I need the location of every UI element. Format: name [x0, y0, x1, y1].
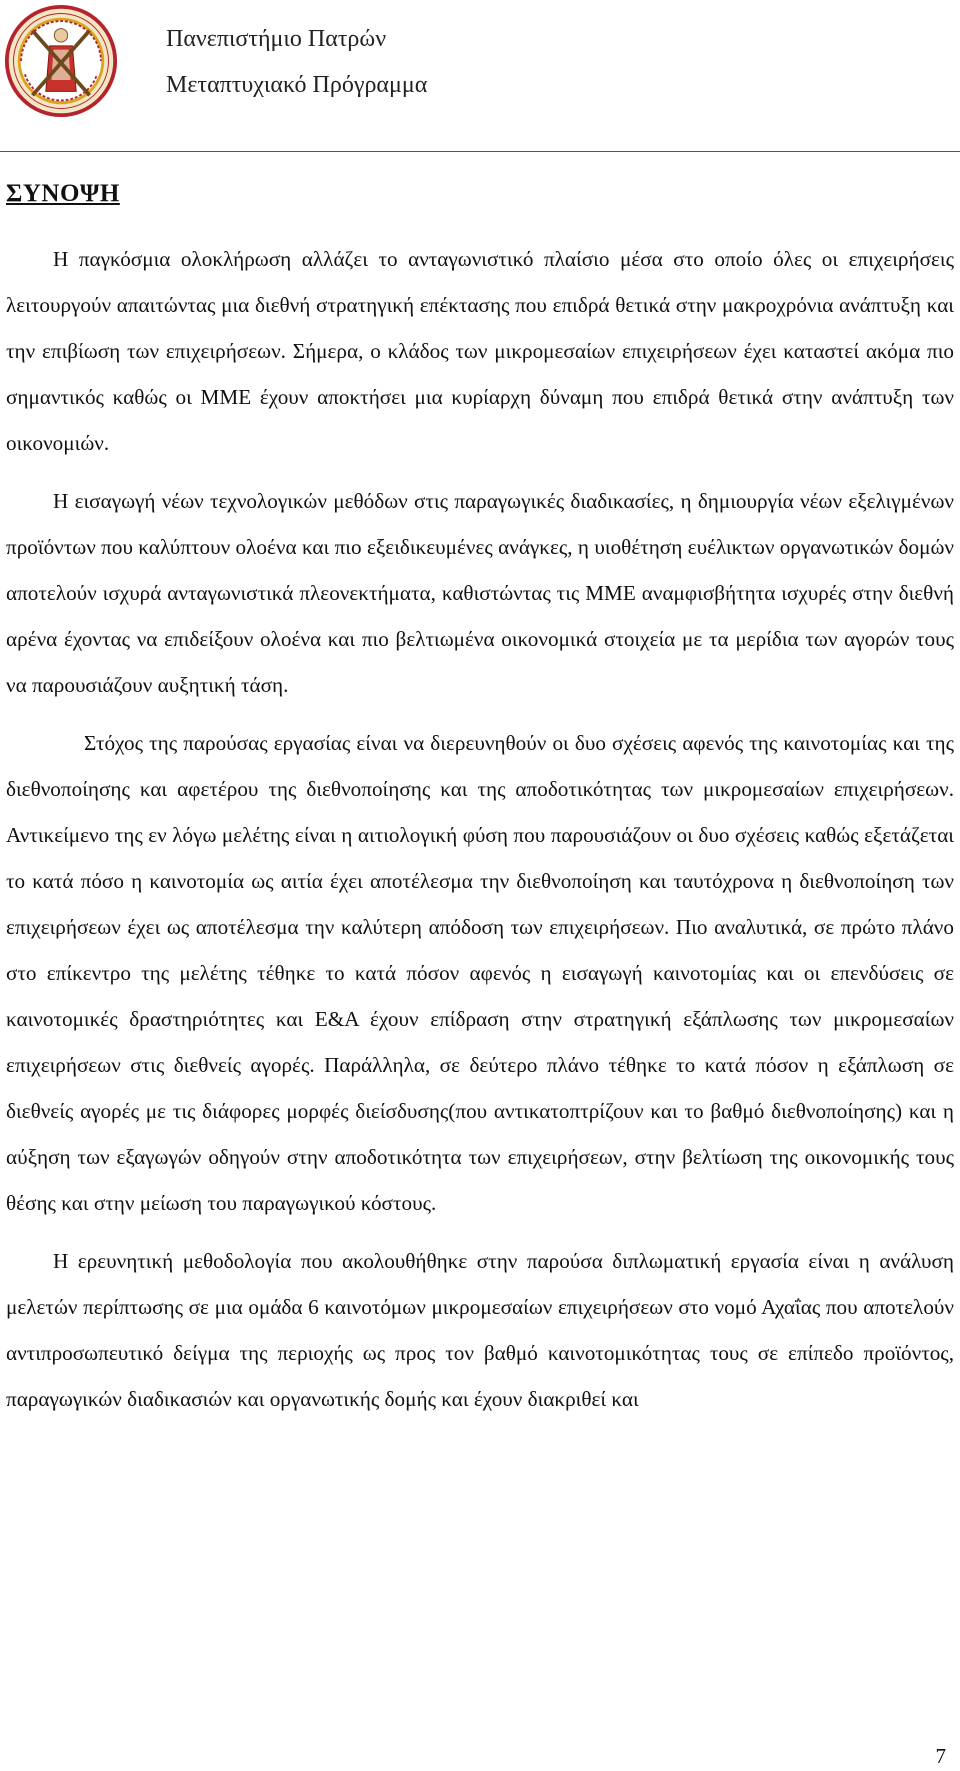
program-name: Μεταπτυχιακό Πρόγραμμα: [166, 72, 428, 98]
section-title: ΣΥΝΟΨΗ: [6, 180, 120, 207]
page-header: [0, 0, 960, 152]
paragraph: Η εισαγωγή νέων τεχνολογικών μεθόδων στις παραγωγικές διαδικασίες, η δημιουργία νέων εξελιγμένων προϊόντων που καλύπτουν ολοένα και πιο εξειδικευμένες ανάγκες, η υιοθέτηση ευέλικτων οργανωτικών δομών αποτελούν ισχυρά ανταγωνιστικά πλεονεκτήματα, καθιστώντας τις ΜΜΕ αναμφισβήτητα ισχυρές στην διεθνή αρένα έχοντας να επιδείξουν ολοένα και πιο βελτιωμένα οικονομικά στοιχεία με τα μερίδια των αγορών τους να παρουσιάζουν αυξητική τάση.: [6, 489, 954, 697]
university-seal-icon: [4, 4, 118, 118]
header-divider: [0, 151, 960, 152]
university-name: Πανεπιστήμιο Πατρών: [166, 26, 387, 52]
document-body: [6, 236, 954, 1434]
page-number: 7: [935, 1744, 946, 1768]
paragraph: Στόχος της παρούσας εργασίας είναι να διερευνηθούν οι δυο σχέσεις αφενός της καινοτομίας και της διεθνοποίησης και αφετέρου της διεθνοποίησης και της αποδοτικότητας των μικρομεσαίων επιχειρήσεων. Αντικείμενο της εν λόγω μελέτης είναι η αιτιολογική φύση που παρουσιάζουν οι δυο σχέσεις καθώς εξετάζεται το κατά πόσο η καινοτομία ως αιτία έχει αποτέλεσμα την διεθνοποίηση και ταυτόχρονα η διεθνοποίηση των επιχειρήσεων έχει ως αποτέλεσμα την καλύτερη απόδοση των επιχειρήσεων. Πιο αναλυτικά, σε πρώτο πλάνο στο επίκεντρο της μελέτης τέθηκε το κατά πόσον αφενός η εισαγωγή καινοτομίας και οι επενδύσεις σε καινοτομικές δραστηριότητες και Ε&Α έχουν επίδραση στην στρατηγική εξάπλωσης των μικρομεσαίων επιχειρήσεων στις διεθνείς αγορές. Παράλληλα, σε δεύτερο πλάνο τέθηκε το κατά πόσον η εξάπλωση σε διεθνείς αγορές με τις διάφορες μορφές διείσδυσης(που αντικατοπτρίζουν και το βαθμό διεθνοποίησης) και η αύξηση των εξαγωγών οδηγούν στην αποδοτικότητα των επιχειρήσεων, στην βελτίωση της οικονομικής τους θέσης και στην μείωση του παραγωγικού κόστους.: [6, 731, 954, 1215]
paragraph: Η παγκόσμια ολοκλήρωση αλλάζει το ανταγωνιστικό πλαίσιο μέσα στο οποίο όλες οι επιχειρήσεις λειτουργούν απαιτώντας μια διεθνή στρατηγική επέκτασης που επιδρά θετικά στην μακροχρόνια ανάπτυξη και την επιβίωση των επιχειρήσεων. Σήμερα, ο κλάδος των μικρομεσαίων επιχειρήσεων έχει καταστεί ακόμα πιο σημαντικός καθώς οι ΜΜΕ έχουν αποκτήσει μια κυρίαρχη δύναμη που επιδρά θετικά στην ανάπτυξη των οικονομιών.: [6, 247, 954, 455]
paragraph: Η ερευνητική μεθοδολογία που ακολουθήθηκε στην παρούσα διπλωματική εργασία είναι η ανάλυση μελετών περίπτωσης σε μια ομάδα 6 καινοτόμων μικρομεσαίων επιχειρήσεων στο νομό Αχαΐας που αποτελούν αντιπροσωπευτικό δείγμα της περιοχής ως προς τον βαθμό καινοτομικότητας τους σε επίπεδο προϊόντος, παραγωγικών διαδικασιών και οργανωτικής δομής και έχουν διακριθεί και: [6, 1249, 954, 1411]
